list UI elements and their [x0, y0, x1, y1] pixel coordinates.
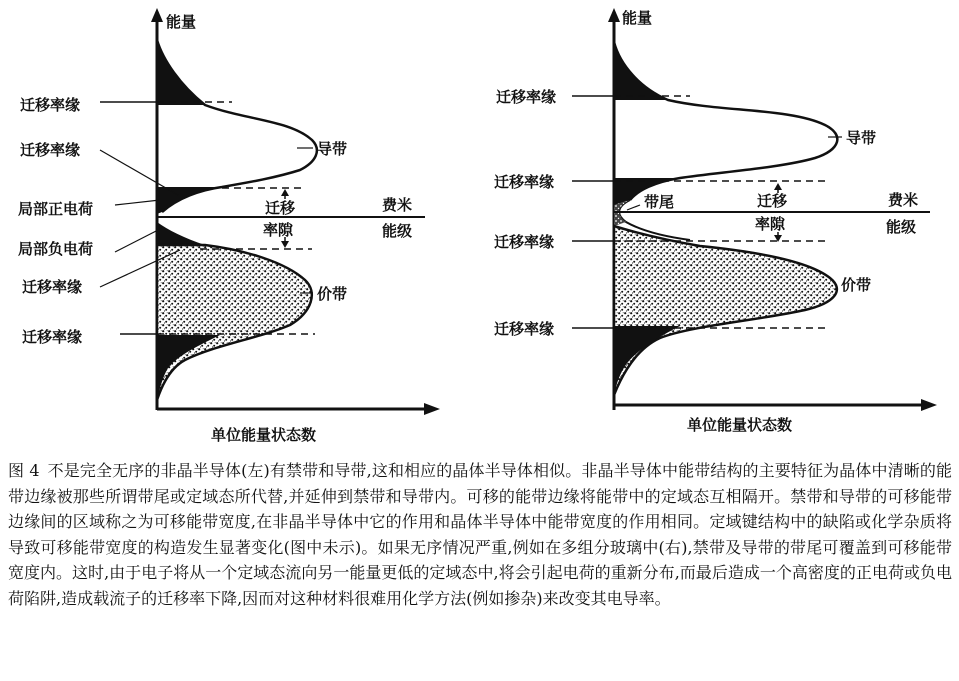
right-label-conduction-band: 导带 [846, 129, 877, 147]
caption-figure-number: 图 4 [8, 461, 40, 480]
right-conduction-band-curve [614, 42, 837, 200]
right-diagram [494, 8, 937, 434]
right-label-fermi-line1: 费米 [888, 191, 919, 209]
left-label-valence-band: 价带 [317, 285, 348, 303]
right-valence-tail-fill [614, 326, 680, 395]
left-label-local-negative: 局部负电荷 [18, 240, 94, 258]
left-leader-mobility-edge-2 [100, 150, 178, 195]
left-local-positive-fill [157, 187, 222, 214]
right-label-band-tail: 带尾 [644, 193, 675, 211]
left-valence-band-fill [157, 245, 312, 400]
right-conduction-tail-fill [614, 42, 668, 100]
right-gap-arrow-up-icon [774, 183, 782, 190]
left-leader-local-positive [115, 200, 160, 205]
left-local-negative-fill [157, 222, 205, 245]
caption-text: 不是完全无序的非晶半导体(左)有禁带和导带,这和相应的晶体半导体相似。非晶半导体中能带结构的主要特征为晶体中清晰的能带边缘被那些所谓带尾或定域态所代替,并延伸到禁带和导带内。可移的能带边缘将能带中的定域态互相隔开。禁带和导带的可移能带边缘间的区域称之为可移能带宽度,在非晶半导体中它的作用和晶体半导体中能带宽度的作用相同。定域键结构中的缺陷或化学杂质将导致可移能带宽度的构造发生显著变化(图中未示)。如果无序情况严重,例如在多组分玻璃中(右),禁带及导带的带尾可覆盖到可移能带宽度内。这时,由于电子将从一个定域态流向另一能量更低的定域态中,将会引起电荷的重新分布,而最后造成一个高密度的正电荷或负电荷陷阱,造成载流子的迁移率下降,因而对这种材料很难用化学方法(例如掺杂)来改变其电导率。 [8, 461, 952, 608]
right-leader-band-tail [627, 205, 640, 210]
figure-caption [8, 458, 952, 611]
right-y-axis-label: 能量 [622, 9, 653, 27]
left-x-axis-arrow-icon [424, 403, 440, 415]
right-label-gap-line2: 率隙 [755, 215, 786, 233]
right-label-mobility-edge-1: 迁移率缘 [496, 88, 557, 106]
left-gap-arrow-down-icon [281, 241, 289, 248]
left-label-fermi-line1: 费米 [382, 196, 413, 214]
left-y-axis-label: 能量 [166, 13, 197, 31]
left-label-mobility-edge-2: 迁移率缘 [20, 141, 81, 159]
right-y-axis-arrow-icon [608, 8, 620, 22]
right-label-gap-line1: 迁移 [757, 192, 788, 210]
left-label-conduction-band: 导带 [317, 140, 348, 158]
right-label-mobility-edge-3: 迁移率缘 [494, 233, 555, 251]
left-diagram [18, 8, 440, 444]
left-label-gap-line2: 率隙 [263, 221, 294, 239]
right-valence-band-fill [614, 226, 837, 395]
left-label-mobility-edge-1: 迁移率缘 [20, 96, 81, 114]
left-conduction-tail-fill [157, 40, 205, 105]
left-x-axis-label: 单位能量状态数 [211, 426, 317, 444]
left-label-gap-line1: 迁移 [265, 199, 296, 217]
right-label-valence-band: 价带 [841, 276, 872, 294]
right-label-fermi-line2: 能级 [886, 218, 917, 236]
left-label-local-positive: 局部正电荷 [18, 200, 94, 218]
left-label-mobility-edge-3: 迁移率缘 [22, 278, 83, 296]
left-label-mobility-edge-4: 迁移率缘 [22, 328, 83, 346]
left-y-axis-arrow-icon [151, 8, 163, 22]
left-label-fermi-line2: 能级 [382, 222, 413, 240]
left-gap-arrow-up-icon [281, 189, 289, 196]
right-x-axis-arrow-icon [921, 399, 937, 411]
right-x-axis-label: 单位能量状态数 [687, 416, 793, 434]
left-leader-local-negative [115, 228, 162, 252]
right-label-mobility-edge-2: 迁移率缘 [494, 173, 555, 191]
right-label-mobility-edge-4: 迁移率缘 [494, 320, 555, 338]
left-conduction-band-curve [157, 40, 317, 212]
